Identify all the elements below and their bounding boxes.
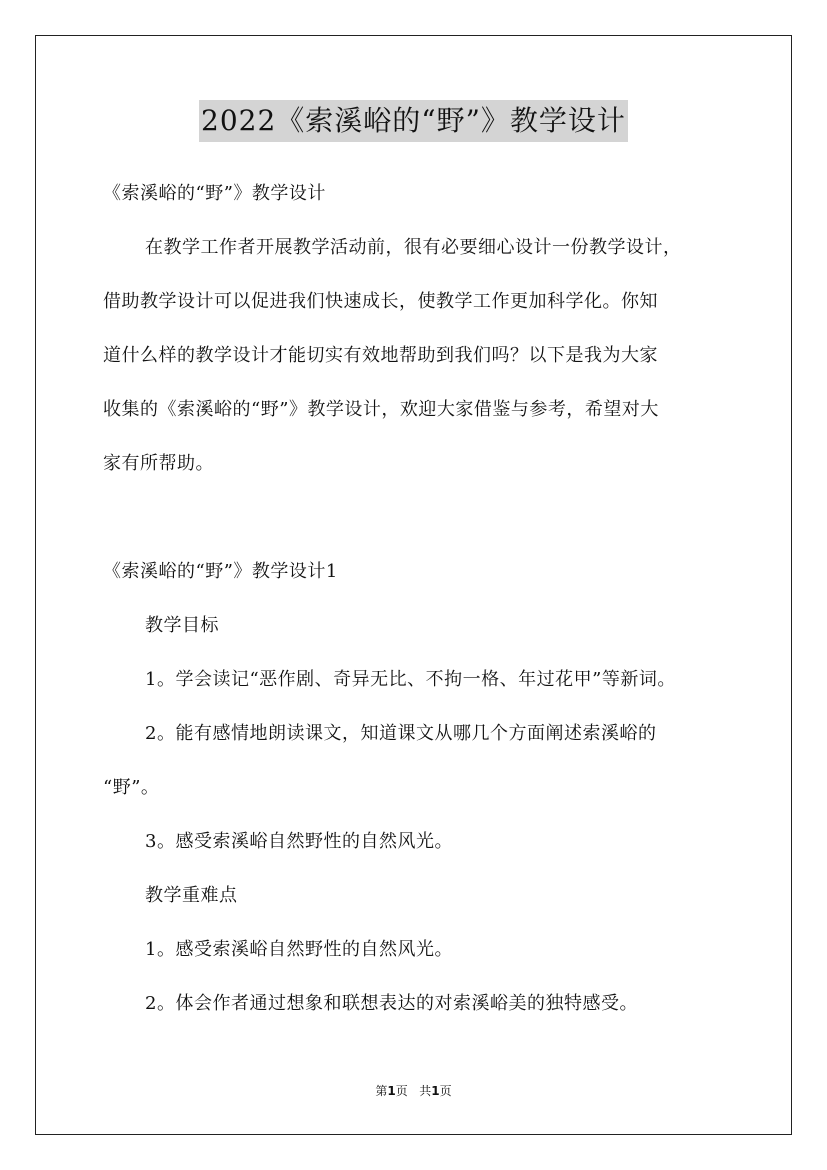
footer-prefix: 第 (375, 1084, 388, 1098)
footer-suffix: 页 (439, 1084, 452, 1098)
key-point-item-2: 2。体会作者通过想象和联想表达的对索溪峪美的独特感受。 (145, 993, 638, 1014)
goals-heading: 教学目标 (145, 615, 219, 636)
intro-line-2: 借助教学设计可以促进我们快速成长，使教学工作更加科学化。你知 (103, 291, 658, 312)
goal-item-3: 3。感受索溪峪自然野性的自然风光。 (145, 831, 453, 852)
key-point-item-1: 1。感受索溪峪自然野性的自然风光。 (145, 939, 453, 960)
intro-line-1: 在教学工作者开展教学活动前，很有必要细心设计一份教学设计， (145, 237, 682, 258)
title-container (0, 100, 827, 142)
key-points-heading: 教学重难点 (145, 885, 238, 906)
footer-page-number: 1 (387, 1084, 396, 1098)
intro-line-3: 道什么样的教学设计才能切实有效地帮助到我们吗？以下是我为大家 (103, 345, 658, 366)
goal-item-2-line-1: 2。能有感情地朗读课文，知道课文从哪几个方面阐述索溪峪的 (145, 723, 657, 744)
document-subtitle: 《索溪峪的“野”》教学设计 (103, 183, 326, 204)
footer-mid: 页 共 (395, 1084, 432, 1098)
intro-line-5: 家有所帮助。 (103, 453, 214, 474)
goal-item-1: 1。学会读记“恶作剧、奇异无比、不拘一格、年过花甲”等新词。 (145, 669, 676, 690)
footer-total-pages: 1 (431, 1084, 440, 1098)
intro-line-4: 收集的《索溪峪的“野”》教学设计，欢迎大家借鉴与参考，希望对大 (103, 399, 659, 420)
section-heading: 《索溪峪的“野”》教学设计1 (103, 561, 338, 582)
document-title: 2022《索溪峪的“野”》教学设计 (199, 100, 628, 142)
goal-item-2-line-2: “野”。 (103, 777, 160, 798)
page-footer (0, 1083, 827, 1099)
